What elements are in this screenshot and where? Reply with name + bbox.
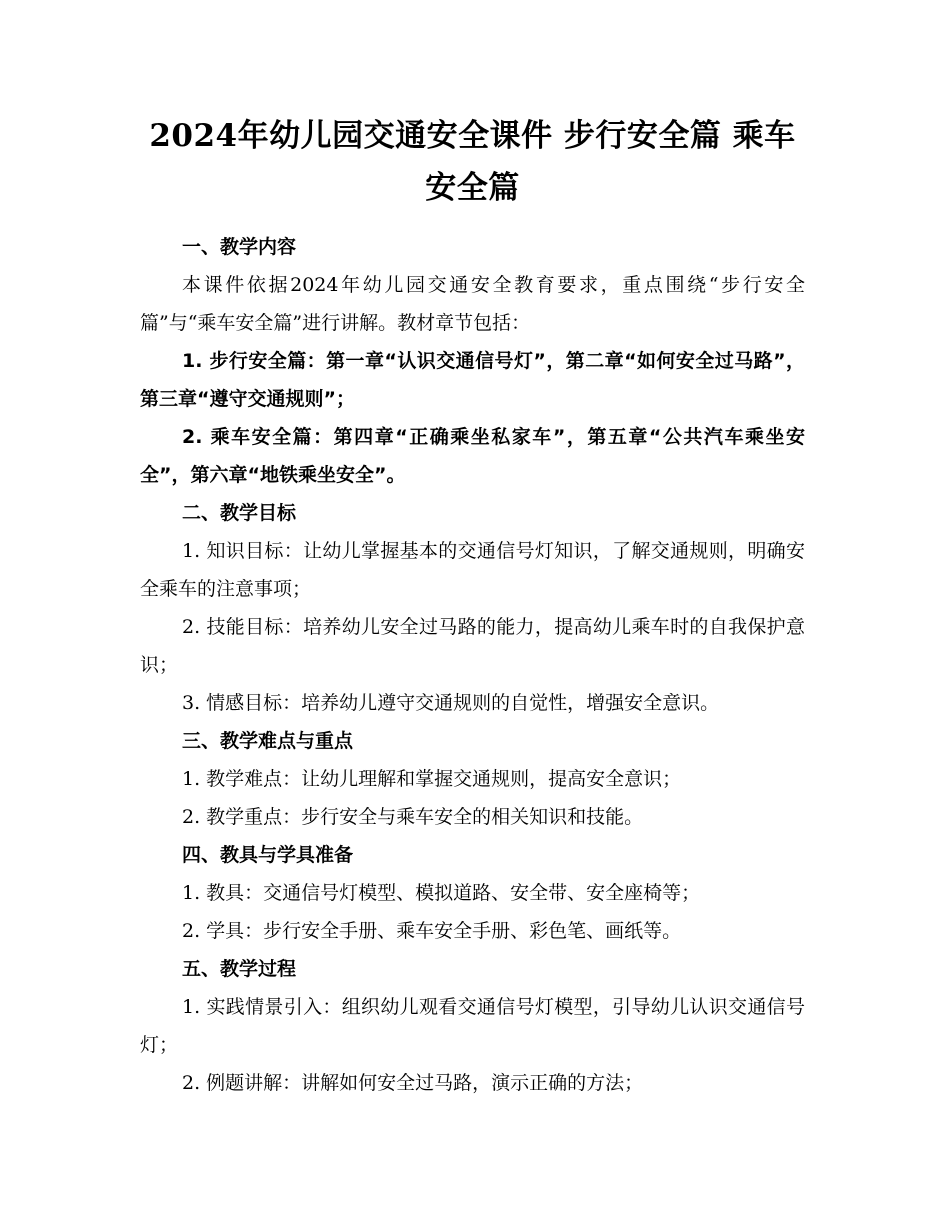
paragraph: 3. 情感目标：培养幼儿遵守交通规则的自觉性，增强安全意识。	[182, 692, 720, 714]
paragraph: 1. 教学难点：让幼儿理解和掌握交通规则，提高安全意识；	[182, 768, 682, 790]
paragraph: 本课件依据2024年幼儿园交通安全教育要求，重点围绕“步行安全篇”与“乘车安全篇”进行讲解。教材章节包括：	[140, 274, 805, 334]
paragraph: 2. 例题讲解：讲解如何安全过马路，演示正确的方法；	[182, 1072, 644, 1094]
paragraph: 2. 教学重点：步行安全与乘车安全的相关知识和技能。	[182, 806, 644, 828]
section-heading: 二、教学目标	[182, 502, 297, 524]
section-heading: 四、教具与学具准备	[182, 844, 354, 866]
document-title: 2024年幼儿园交通安全课件 步行安全篇 乘车安全篇	[149, 118, 796, 206]
document-page	[140, 110, 805, 1102]
paragraph: 1. 步行安全篇：第一章“认识交通信号灯”，第二章“如何安全过马路”，第三章“遵守交通规则”；	[140, 350, 805, 410]
paragraph: 2. 学具：步行安全手册、乘车安全手册、彩色笔、画纸等。	[182, 920, 682, 942]
paragraph: 2. 技能目标：培养幼儿安全过马路的能力，提高幼儿乘车时的自我保护意识；	[140, 616, 805, 676]
section-heading: 五、教学过程	[182, 958, 297, 980]
section-heading: 一、教学内容	[182, 236, 297, 258]
paragraph: 1. 实践情景引入：组织幼儿观看交通信号灯模型，引导幼儿认识交通信号灯；	[140, 996, 805, 1056]
paragraph: 1. 知识目标：让幼儿掌握基本的交通信号灯知识，了解交通规则，明确安全乘车的注意事项；	[140, 540, 805, 600]
paragraph: 2. 乘车安全篇：第四章“正确乘坐私家车”，第五章“公共汽车乘坐安全”，第六章“地铁乘坐安全”。	[140, 426, 805, 486]
section-heading: 三、教学难点与重点	[182, 730, 354, 752]
paragraph: 1. 教具：交通信号灯模型、模拟道路、安全带、安全座椅等；	[182, 882, 701, 904]
